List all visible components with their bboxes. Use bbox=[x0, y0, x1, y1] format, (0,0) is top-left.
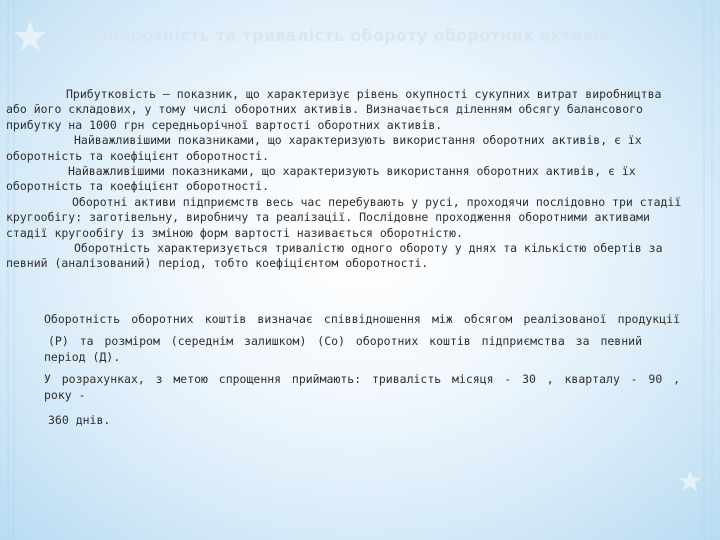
turnover-definition-line-3: період (Д). bbox=[44, 350, 121, 364]
calculation-assumption-line-2: року - bbox=[44, 388, 86, 402]
slide-body bbox=[6, 87, 686, 272]
year-days-line: 360 днів. bbox=[48, 413, 111, 427]
paragraph-profitability: Прибутковість — показник, що характеризує рівень окупності сукупних витрат виробництва або його складових, у тому числі оборотних активів. Визначається діленням обсягу балансового прибутку на 1000 грн середньорічної вартості оборотних активів. bbox=[6, 87, 662, 132]
paragraph-indicators-repeat: Найважливішими показниками, що характеризують використання оборотних активів, є їх оборотність та коефіцієнт оборотності. bbox=[6, 164, 636, 194]
paragraph-indicators: Найважливішими показниками, що характеризують використання оборотних активів, є їх оборотність та коефіцієнт оборотності. bbox=[6, 133, 642, 163]
slide-title: 4.Оборотність та тривалість обороту оборотних активів. bbox=[76, 26, 616, 45]
paragraph-circulation: Оборотні активи підприємств весь час перебувають у русі, проходячи послідовно три стадії кругообігу: заготівельну, виробничу та реалізації. Послідовне проходження оборотними активами стадії кругообігу із зміною форм вартості називається оборотністю. bbox=[6, 194, 682, 240]
turnover-definition-line-2: (Р) та розміром (середнім залишком) (Со) оборотних коштів підприємства за певний bbox=[48, 334, 642, 348]
calculation-assumption-line: У розрахунках, з метою спрощення приймають: тривалість місяця - 30 , кварталу - 90 , bbox=[44, 372, 680, 386]
paragraph-turnover: Оборотність характеризується тривалістю одного обороту у днях та кількістю обертів за певний (аналізований) період, тобто коефіцієнтом оборотності. bbox=[6, 241, 663, 271]
turnover-definition-line: Оборотність оборотних коштів визначає співвідношення між обсягом реалізованої продукції bbox=[44, 312, 680, 326]
